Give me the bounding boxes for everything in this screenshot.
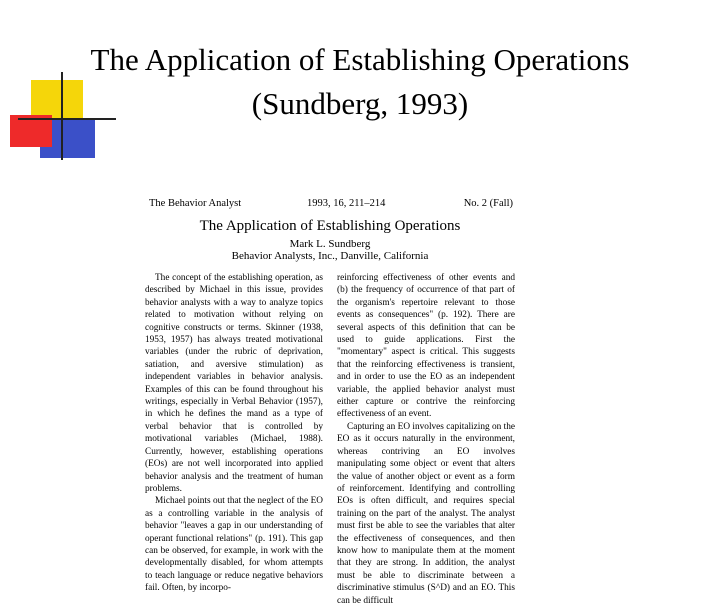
left-paragraph-1: The concept of the establishing operation, as described by Michael in this issue, provides behavior analysts with a way to analyze topics related to motivation without relying on cognitive constructs or terms. Skinner (1938, 1953, 1957) has always treated motivational variables (under the rubric of deprivation, satiation, and aversive stimulation) as independent variables in behavior analysis. Examples of this can be found throughout his writings, especially in Verbal Behavior (1957), in which he defines the mand as a type of verbal behavior that is controlled by motivational variables (Michael, 1988). Currently, however, establishing operations (EOs) are not well incorporated into applied behavior analysis and the treatment of human problems.	[145, 273, 323, 494]
right-paragraph-2: Capturing an EO involves capitalizing on the EO as it occurs naturally in the environment, whereas contriving an EO involves manipulating some object or event that alters the value of another object or event as a form of reinforcement. Identifying and controlling EOs is often difficult, and requires special training on the part of the analyst. The analyst must first be able to see the variables that alter the effectiveness of consequences, and then know how to manipulate them at the moment that they are strong. In addition, the analyst must be able to discriminate between a discriminative stimulus (S^D) and an EO. This can be difficult	[337, 421, 515, 606]
journal-citation: 1993, 16, 211–214	[307, 198, 386, 209]
article-affiliation: Behavior Analysts, Inc., Danville, California	[231, 250, 429, 262]
article-author: Mark L. Sundberg	[289, 238, 371, 250]
right-paragraph-1: reinforcing effectiveness of other events and (b) the frequency of occurrence of that part of the organism's repertoire relevant to those events as consequences" (p. 192). There are several aspects of this definition that can be used to guide applications. First the "momentary" aspect is critical. This suggests that the reinforcing effectiveness is transient, and in order to use the EO as an independent variable, the applied behavior analyst must either capture or contrive the reinforcing effectiveness of an event.	[337, 273, 515, 420]
slide-title-line1: The Application of Establishing Operations	[90, 42, 630, 77]
journal-issue: No. 2 (Fall)	[463, 198, 513, 209]
left-paragraph-2: Michael points out that the neglect of the EO as a controlling variable in the analysis of behavior "leaves a gap in our understanding of operant functional relations" (p. 191). This gap can be observed, for example, in work with the developmentally disabled, for whom attempts to teach language or reduce negative behaviors fail. Often, by incorpo-	[145, 496, 323, 594]
slide-title	[0, 38, 720, 126]
article-header	[145, 198, 515, 214]
article-scan	[145, 198, 515, 606]
article-title: The Application of Establishing Operations	[199, 218, 461, 234]
left-column	[145, 272, 323, 595]
right-column	[337, 272, 515, 607]
slide-title-line2: (Sundberg, 1993)	[251, 86, 469, 121]
journal-name: The Behavior Analyst	[149, 198, 242, 209]
